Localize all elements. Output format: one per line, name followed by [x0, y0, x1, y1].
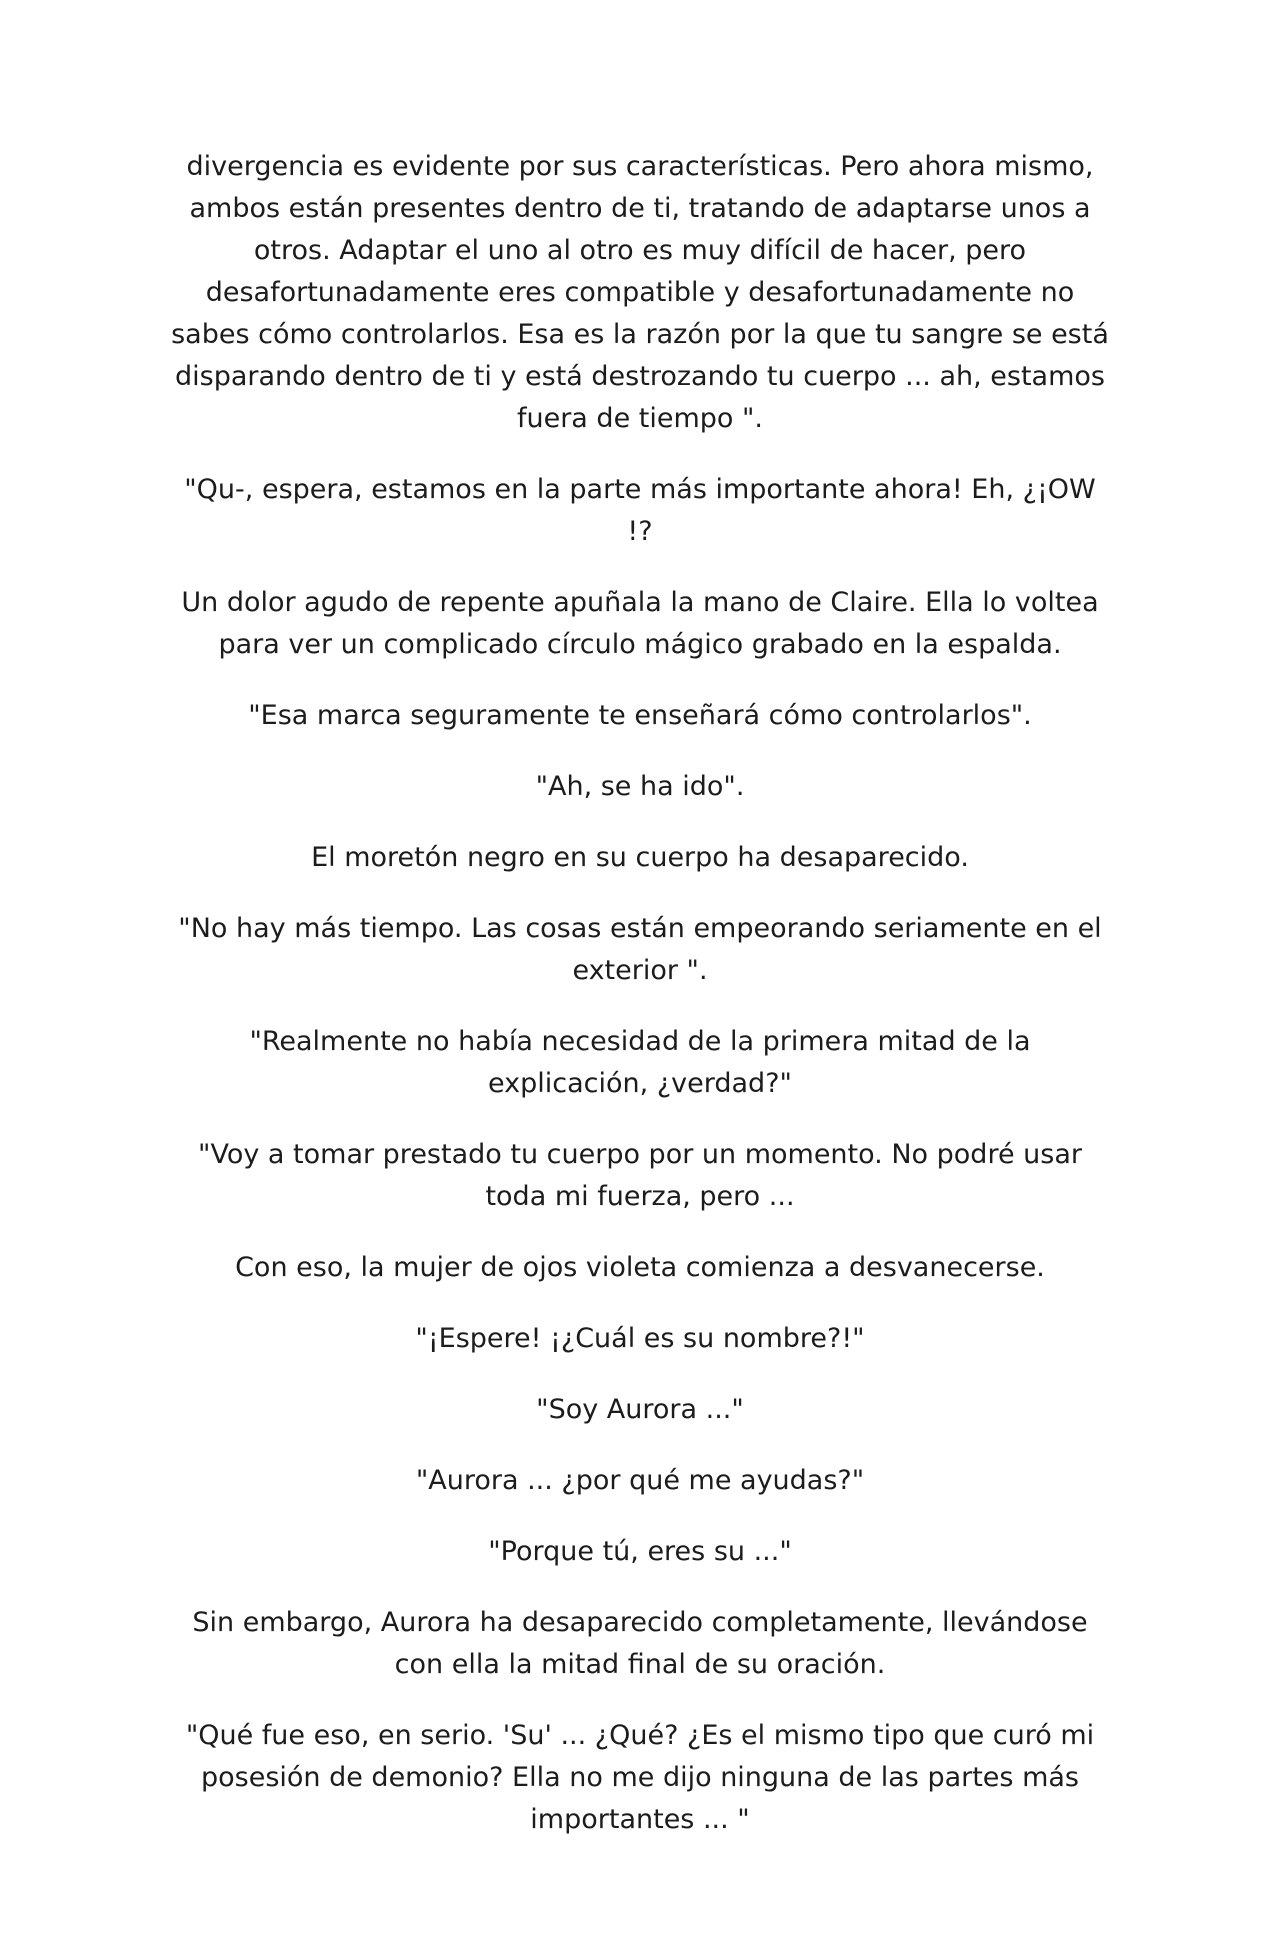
paragraph: "Ah, se ha ido".: [535, 771, 745, 802]
paragraph: divergencia es evidente por sus características. Pero ahora mismo, ambos están presentes dentro de ti, tratando de adaptarse unos a otros. Adaptar el uno al otro es muy difícil de hacer, pero desafortunadamente eres compatible y desafortunadamente no sabes cómo controlarlos. Esa es la razón por la que tu sangre se está disparando dentro de ti y está destrozando tu cuerpo ... ah, estamos fuera de tiempo ".: [171, 151, 1109, 434]
paragraph: "Aurora ... ¿por qué me ayudas?": [415, 1465, 865, 1496]
paragraph: El moretón negro en su cuerpo ha desaparecido.: [311, 842, 969, 873]
paragraph: "Realmente no había necesidad de la primera mitad de la explicación, ¿verdad?": [249, 1026, 1031, 1099]
paragraph: Con eso, la mujer de ojos violeta comienza a desvanecerse.: [235, 1252, 1045, 1283]
paragraph: Sin embargo, Aurora ha desaparecido completamente, llevándose con ella la mitad final de su oración.: [192, 1607, 1088, 1680]
paragraph: Un dolor agudo de repente apuñala la mano de Claire. Ella lo voltea para ver un complicado círculo mágico grabado en la espalda.: [181, 587, 1099, 660]
paragraph: "¡Espere! ¡¿Cuál es su nombre?!": [415, 1323, 865, 1354]
paragraph: "No hay más tiempo. Las cosas están empeorando seriamente en el exterior ".: [178, 913, 1102, 986]
text-column: [170, 146, 1110, 1841]
paragraph: "Porque tú, eres su ...": [488, 1536, 792, 1567]
paragraph: "Esa marca seguramente te enseñará cómo controlarlos".: [248, 700, 1032, 731]
paragraph: "Voy a tomar prestado tu cuerpo por un momento. No podré usar toda mi fuerza, pero ...: [198, 1139, 1082, 1212]
paragraph: "Qu-, espera, estamos en la parte más importante ahora! Eh, ¿¡OW !?: [184, 474, 1096, 547]
paragraph: "Soy Aurora ...": [536, 1394, 744, 1425]
paragraph: "Qué fue eso, en serio. 'Su' ... ¿Qué? ¿Es el mismo tipo que curó mi posesión de demonio? Ella no me dijo ninguna de las partes más importantes ... ": [185, 1720, 1095, 1835]
